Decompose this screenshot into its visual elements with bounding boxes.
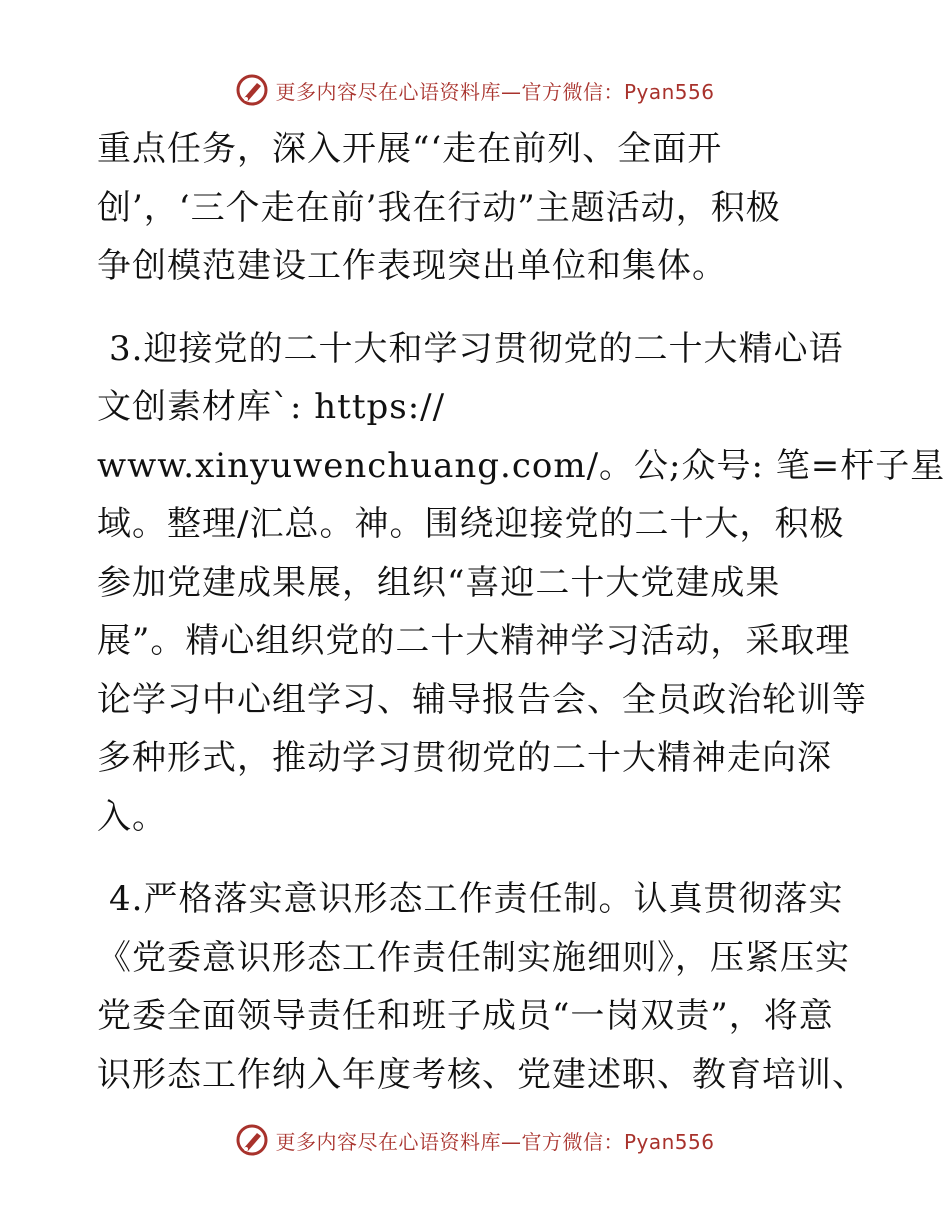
text-line: 3.迎接党的二十大和学习贯彻党的二十大精心语 [109, 328, 844, 369]
text-line: 4.严格落实意识形态工作责任制。认真贯彻落实 [109, 879, 844, 919]
text-line: 域。整理/汇总。神。围绕迎接党的二十大，积极 [97, 504, 845, 544]
text-line: 入。 [97, 796, 167, 837]
footer-banner-text: 更多内容尽在心语资料库—官方微信：Pyan556 [275, 1129, 715, 1154]
text-line: 识形态工作纳入年度考核、党建述职、教育培训、 [97, 1054, 867, 1095]
text-line: 文创素材库`: https:// [97, 387, 446, 427]
pen-circle-icon [235, 1123, 269, 1157]
text-line: 党委全面领导责任和班子成员“一岗双责”，将意 [97, 996, 834, 1036]
text-line: 论学习中心组学习、辅导报告会、全员政治轮训等 [97, 679, 867, 720]
text-line: 参加党建成果展，组织“喜迎二十大党建成果 [97, 562, 781, 603]
footer-banner [0, 1120, 950, 1160]
text-line: 创’，‘三个走在前’我在行动”主题活动，积极 [97, 187, 781, 228]
text-line: www.xinyuwenchuang.com/。公;众号: 笔=杆子星 [97, 445, 946, 486]
text-line: 《党委意识形态工作责任制实施细则》，压紧压实 [97, 937, 850, 978]
paragraph-1 [97, 120, 857, 296]
document-body [97, 120, 946, 1128]
header-banner-text: 更多内容尽在心语资料库—官方微信：Pyan556 [275, 79, 715, 104]
paragraph-2 [97, 320, 946, 847]
header-banner [0, 70, 950, 110]
text-line: 重点任务，深入开展“‘走在前列、全面开 [97, 129, 723, 169]
text-line: 展”。精心组织党的二十大精神学习活动，采取理 [97, 621, 851, 661]
text-line: 争创模范建设工作表现突出单位和集体。 [97, 246, 727, 286]
text-line: 多种形式，推动学习贯彻党的二十大精神走向深 [97, 738, 832, 778]
pen-circle-icon [235, 73, 269, 107]
paragraph-3 [97, 870, 867, 1104]
